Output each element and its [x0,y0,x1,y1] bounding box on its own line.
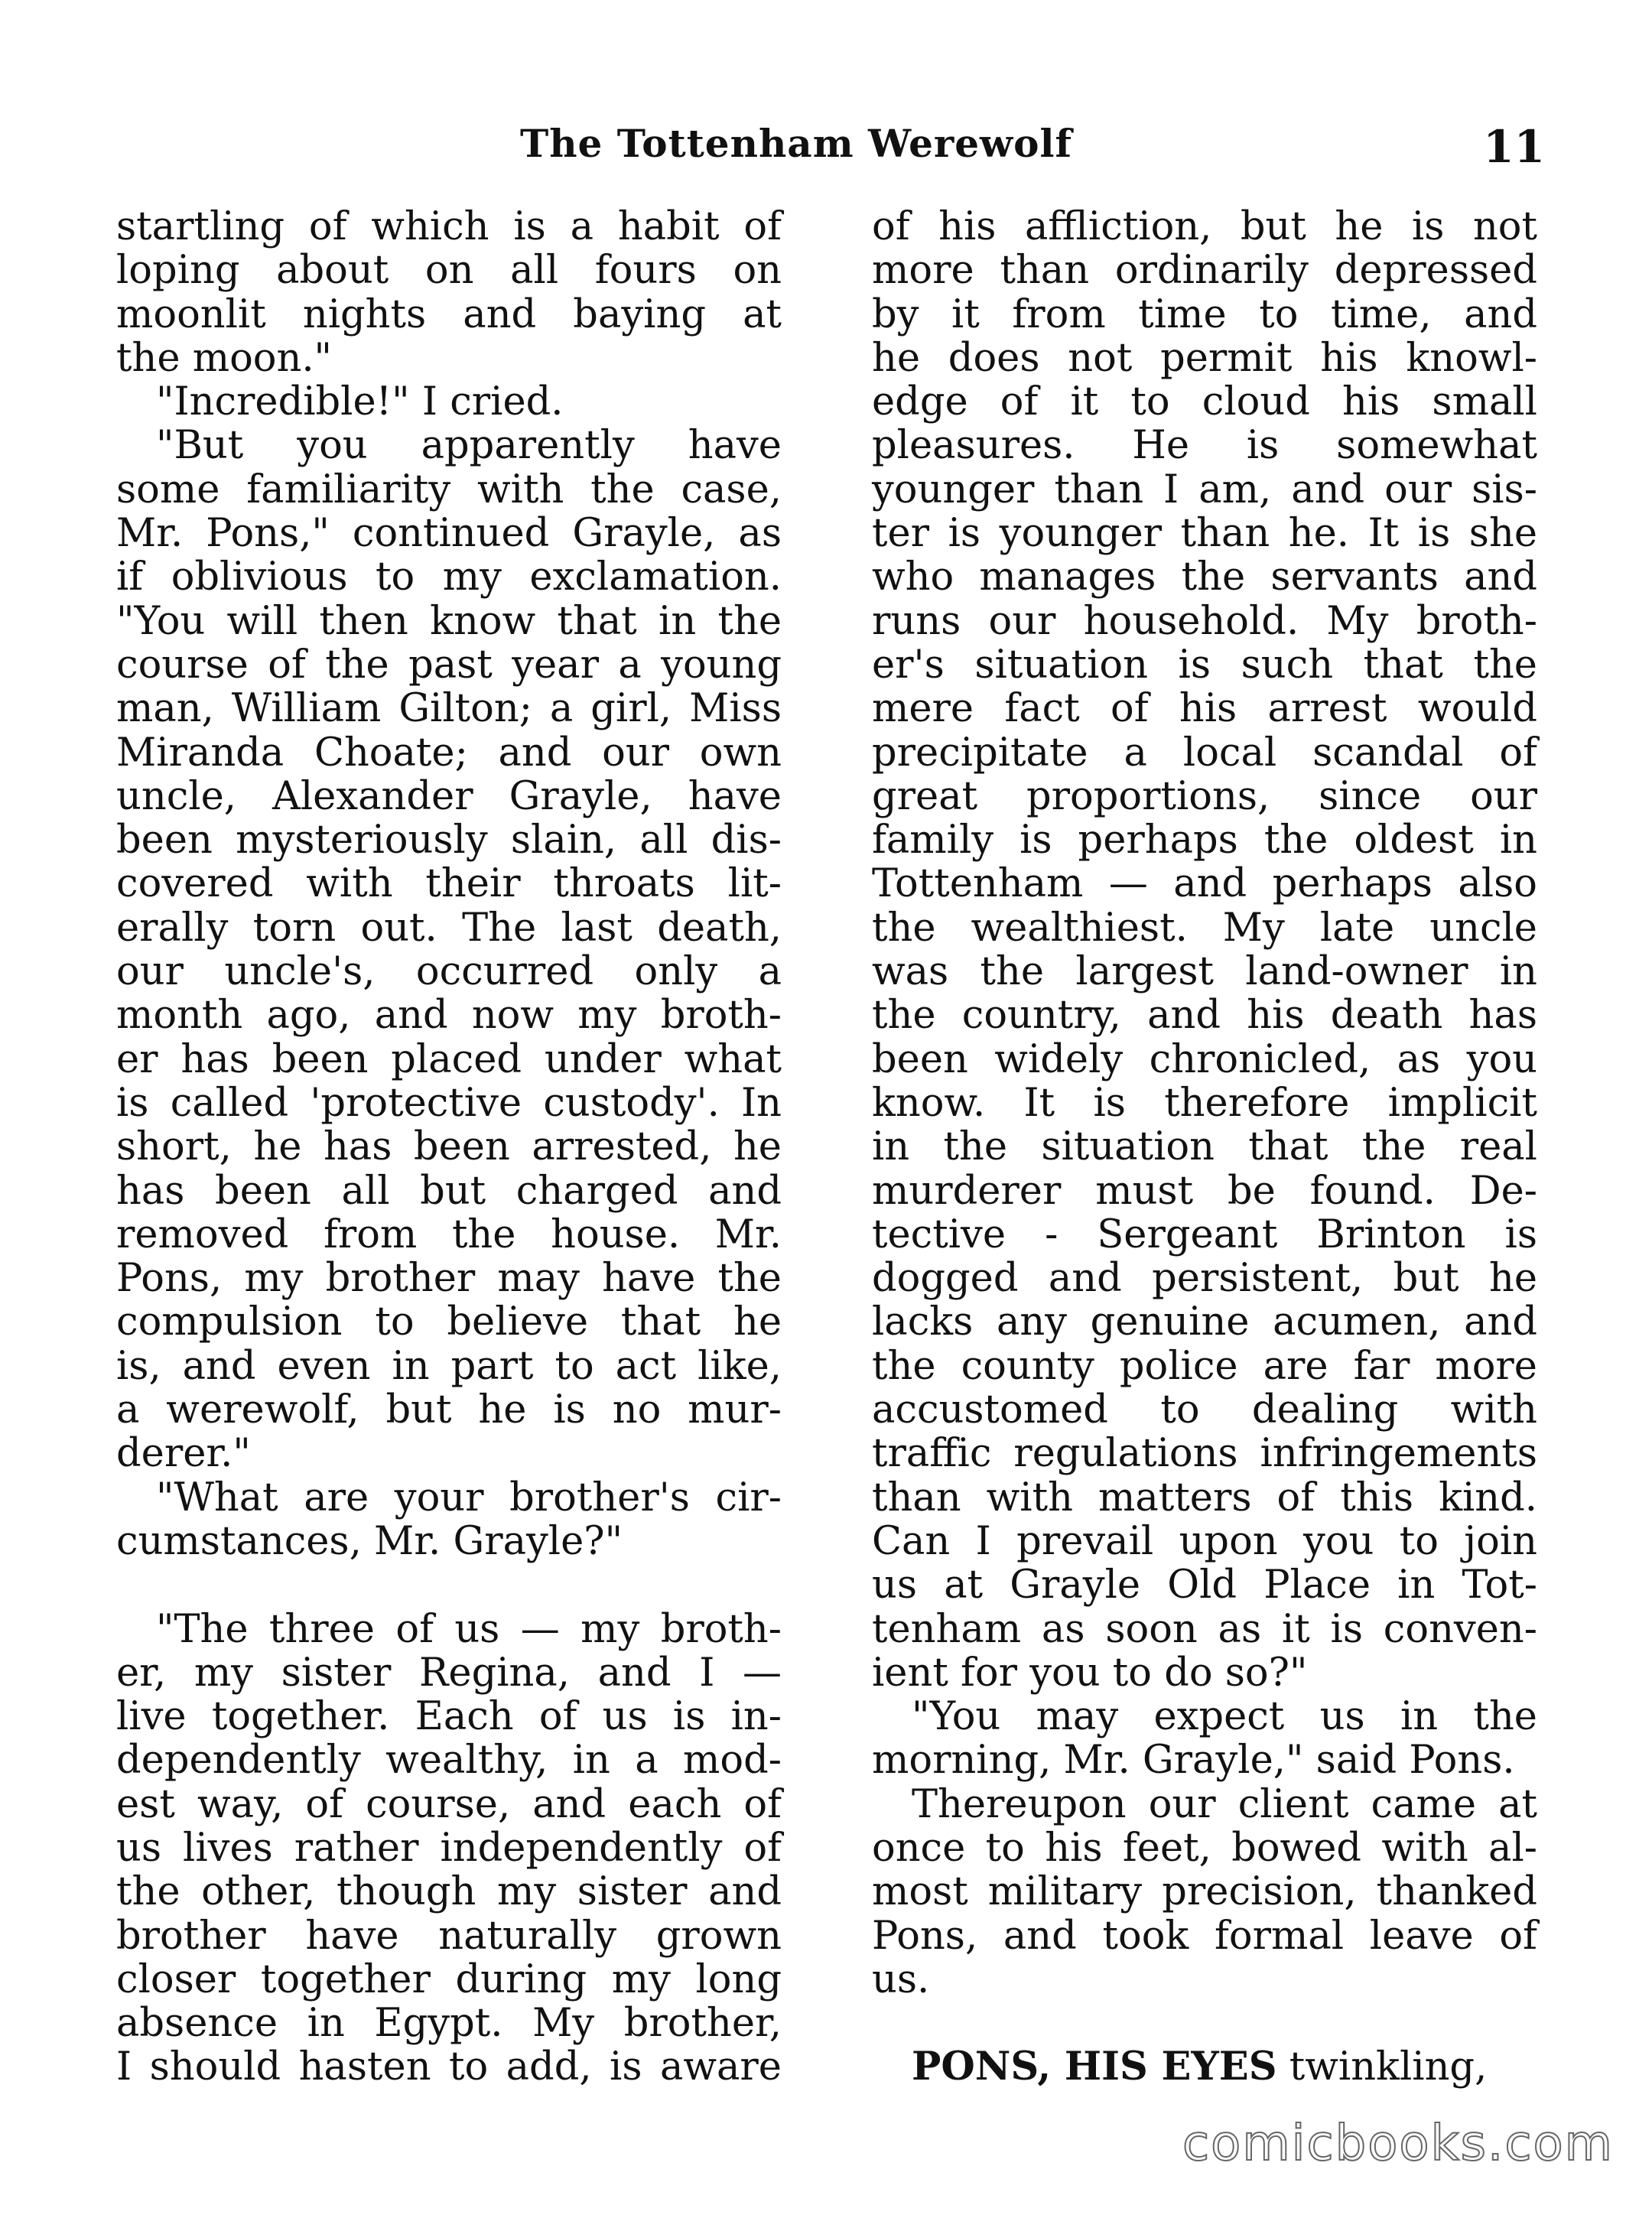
text-line: ient for you to do so?" [872,1650,1308,1696]
left-column [116,205,782,2090]
text-line: of his affliction, but he is not [872,204,1537,249]
text-line: removed from the house. Mr. [116,1211,782,1257]
text-line: tective - Sergeant Brinton is [872,1211,1537,1257]
text-line: accustomed to dealing with [872,1387,1537,1433]
text-line: I should hasten to add, is aware [116,2044,782,2090]
text-line [872,2002,1537,2045]
text-line: course of the past year a young [116,642,782,688]
text-line: "You may expect us in the [912,1694,1537,1740]
text-line: was the largest land-owner in [872,949,1537,995]
running-title: The Tottenham Werewolf [520,121,1072,166]
text-line: been widely chronicled, as you [872,1036,1537,1082]
text-line: startling of which is a habit of [116,204,782,249]
text-line: Thereupon our client came at [912,1781,1537,1827]
page-number: 11 [1483,121,1545,173]
text-line: Tottenham — and perhaps also [872,861,1537,907]
text-line: some familiarity with the case, [116,467,782,512]
text-line: younger than I am, and our sis- [872,467,1537,512]
text-line: erally torn out. The last death, [116,905,782,951]
text-line: Pons, and took formal leave of [872,1913,1537,1959]
text-line: Miranda Choate; and our own [116,730,782,776]
text-line: er, my sister Regina, and I — [116,1650,782,1696]
text-line: traffic regulations infringements [872,1431,1537,1477]
text-line: been mysteriously slain, all dis- [116,818,782,863]
text-line: great proportions, since our [872,773,1537,819]
text-line: our uncle's, occurred only a [116,949,782,995]
text-line: "You will then know that in the [116,598,782,644]
text-line: in the situation that the real [872,1124,1537,1170]
right-column [872,205,1537,2090]
text-line: lacks any genuine acumen, and [872,1299,1537,1345]
text-line: us lives rather independently of [116,1825,782,1871]
text-line: "The three of us — my broth- [156,1606,782,1652]
text-line: moonlit nights and baying at [116,291,782,337]
text-line: the wealthiest. My late uncle [872,905,1537,951]
text-line: man, William Gilton; a girl, Miss [116,686,782,732]
text-line: us. [872,1956,930,2002]
text-line: PONS, HIS EYES twinkling, [912,2044,1488,2090]
text-line: the county police are far more [872,1343,1537,1389]
text-line: compulsion to believe that he [116,1299,782,1345]
text-line: covered with their throats lit- [116,861,782,907]
text-line: if oblivious to my exclamation. [116,554,782,600]
text-line: cumstances, Mr. Grayle?" [116,1518,623,1564]
text-line: who manages the servants and [872,554,1537,600]
text-line: more than ordinarily depressed [872,248,1537,294]
text-line: tenham as soon as it is conven- [872,1606,1537,1652]
text-line: er has been placed under what [116,1036,782,1082]
text-line: edge of it to cloud his small [872,379,1537,425]
text-line: know. It is therefore implicit [872,1080,1537,1126]
text-line: pleasures. He is somewhat [872,423,1537,469]
text-line: mere fact of his arrest would [872,686,1537,732]
text-line: Pons, my brother may have the [116,1256,782,1302]
running-header [115,121,1545,182]
text-line: he does not permit his knowl- [872,335,1537,381]
text-line: the country, and his death has [872,993,1537,1039]
text-line: precipitate a local scandal of [872,730,1537,776]
text-line: brother have naturally grown [116,1913,782,1959]
watermark: comicbooks.com [1182,2116,1614,2172]
text-line: than with matters of this kind. [872,1475,1537,1520]
text-line: month ago, and now my broth- [116,993,782,1039]
text-line: Mr. Pons," continued Grayle, as [116,511,782,557]
text-line: "What are your brother's cir- [156,1475,782,1520]
text-line: absence in Egypt. My brother, [116,2001,782,2047]
text-line: is called 'protective custody'. In [116,1080,782,1126]
text-line: er's situation is such that the [872,642,1537,688]
text-line: most military precision, thanked [872,1869,1537,1915]
text-line: "Incredible!" I cried. [156,379,564,425]
text-line: uncle, Alexander Grayle, have [116,773,782,819]
text-line: closer together during my long [116,1956,782,2002]
text-line: family is perhaps the oldest in [872,818,1537,863]
text-line: once to his feet, bowed with al- [872,1825,1537,1871]
text-line: "But you apparently have [156,423,782,469]
text-line: runs our household. My broth- [872,598,1537,644]
text-line: derer." [116,1431,251,1477]
text-line: is, and even in part to act like, [116,1343,782,1389]
text-line: the other, though my sister and [116,1869,782,1915]
text-line [116,1563,782,1607]
text-line: the moon." [116,335,333,381]
text-line: morning, Mr. Grayle," said Pons. [872,1738,1515,1784]
text-line: est way, of course, and each of [116,1781,782,1827]
text-line: by it from time to time, and [872,291,1537,337]
text-line: Can I prevail upon you to join [872,1518,1537,1564]
text-line: us at Grayle Old Place in Tot- [872,1563,1537,1608]
text-line: murderer must be found. De- [872,1168,1537,1214]
text-line: dependently wealthy, in a mod- [116,1738,782,1784]
text-line: short, he has been arrested, he [116,1124,782,1170]
text-line: loping about on all fours on [116,248,782,294]
text-line: has been all but charged and [116,1168,782,1214]
text-line: live together. Each of us is in- [116,1694,782,1740]
text-line: a werewolf, but he is no mur- [116,1387,782,1433]
text-line: dogged and persistent, but he [872,1256,1537,1302]
section-lead-caps: PONS, HIS EYES [912,2044,1277,2090]
text-line: ter is younger than he. It is she [872,511,1537,557]
